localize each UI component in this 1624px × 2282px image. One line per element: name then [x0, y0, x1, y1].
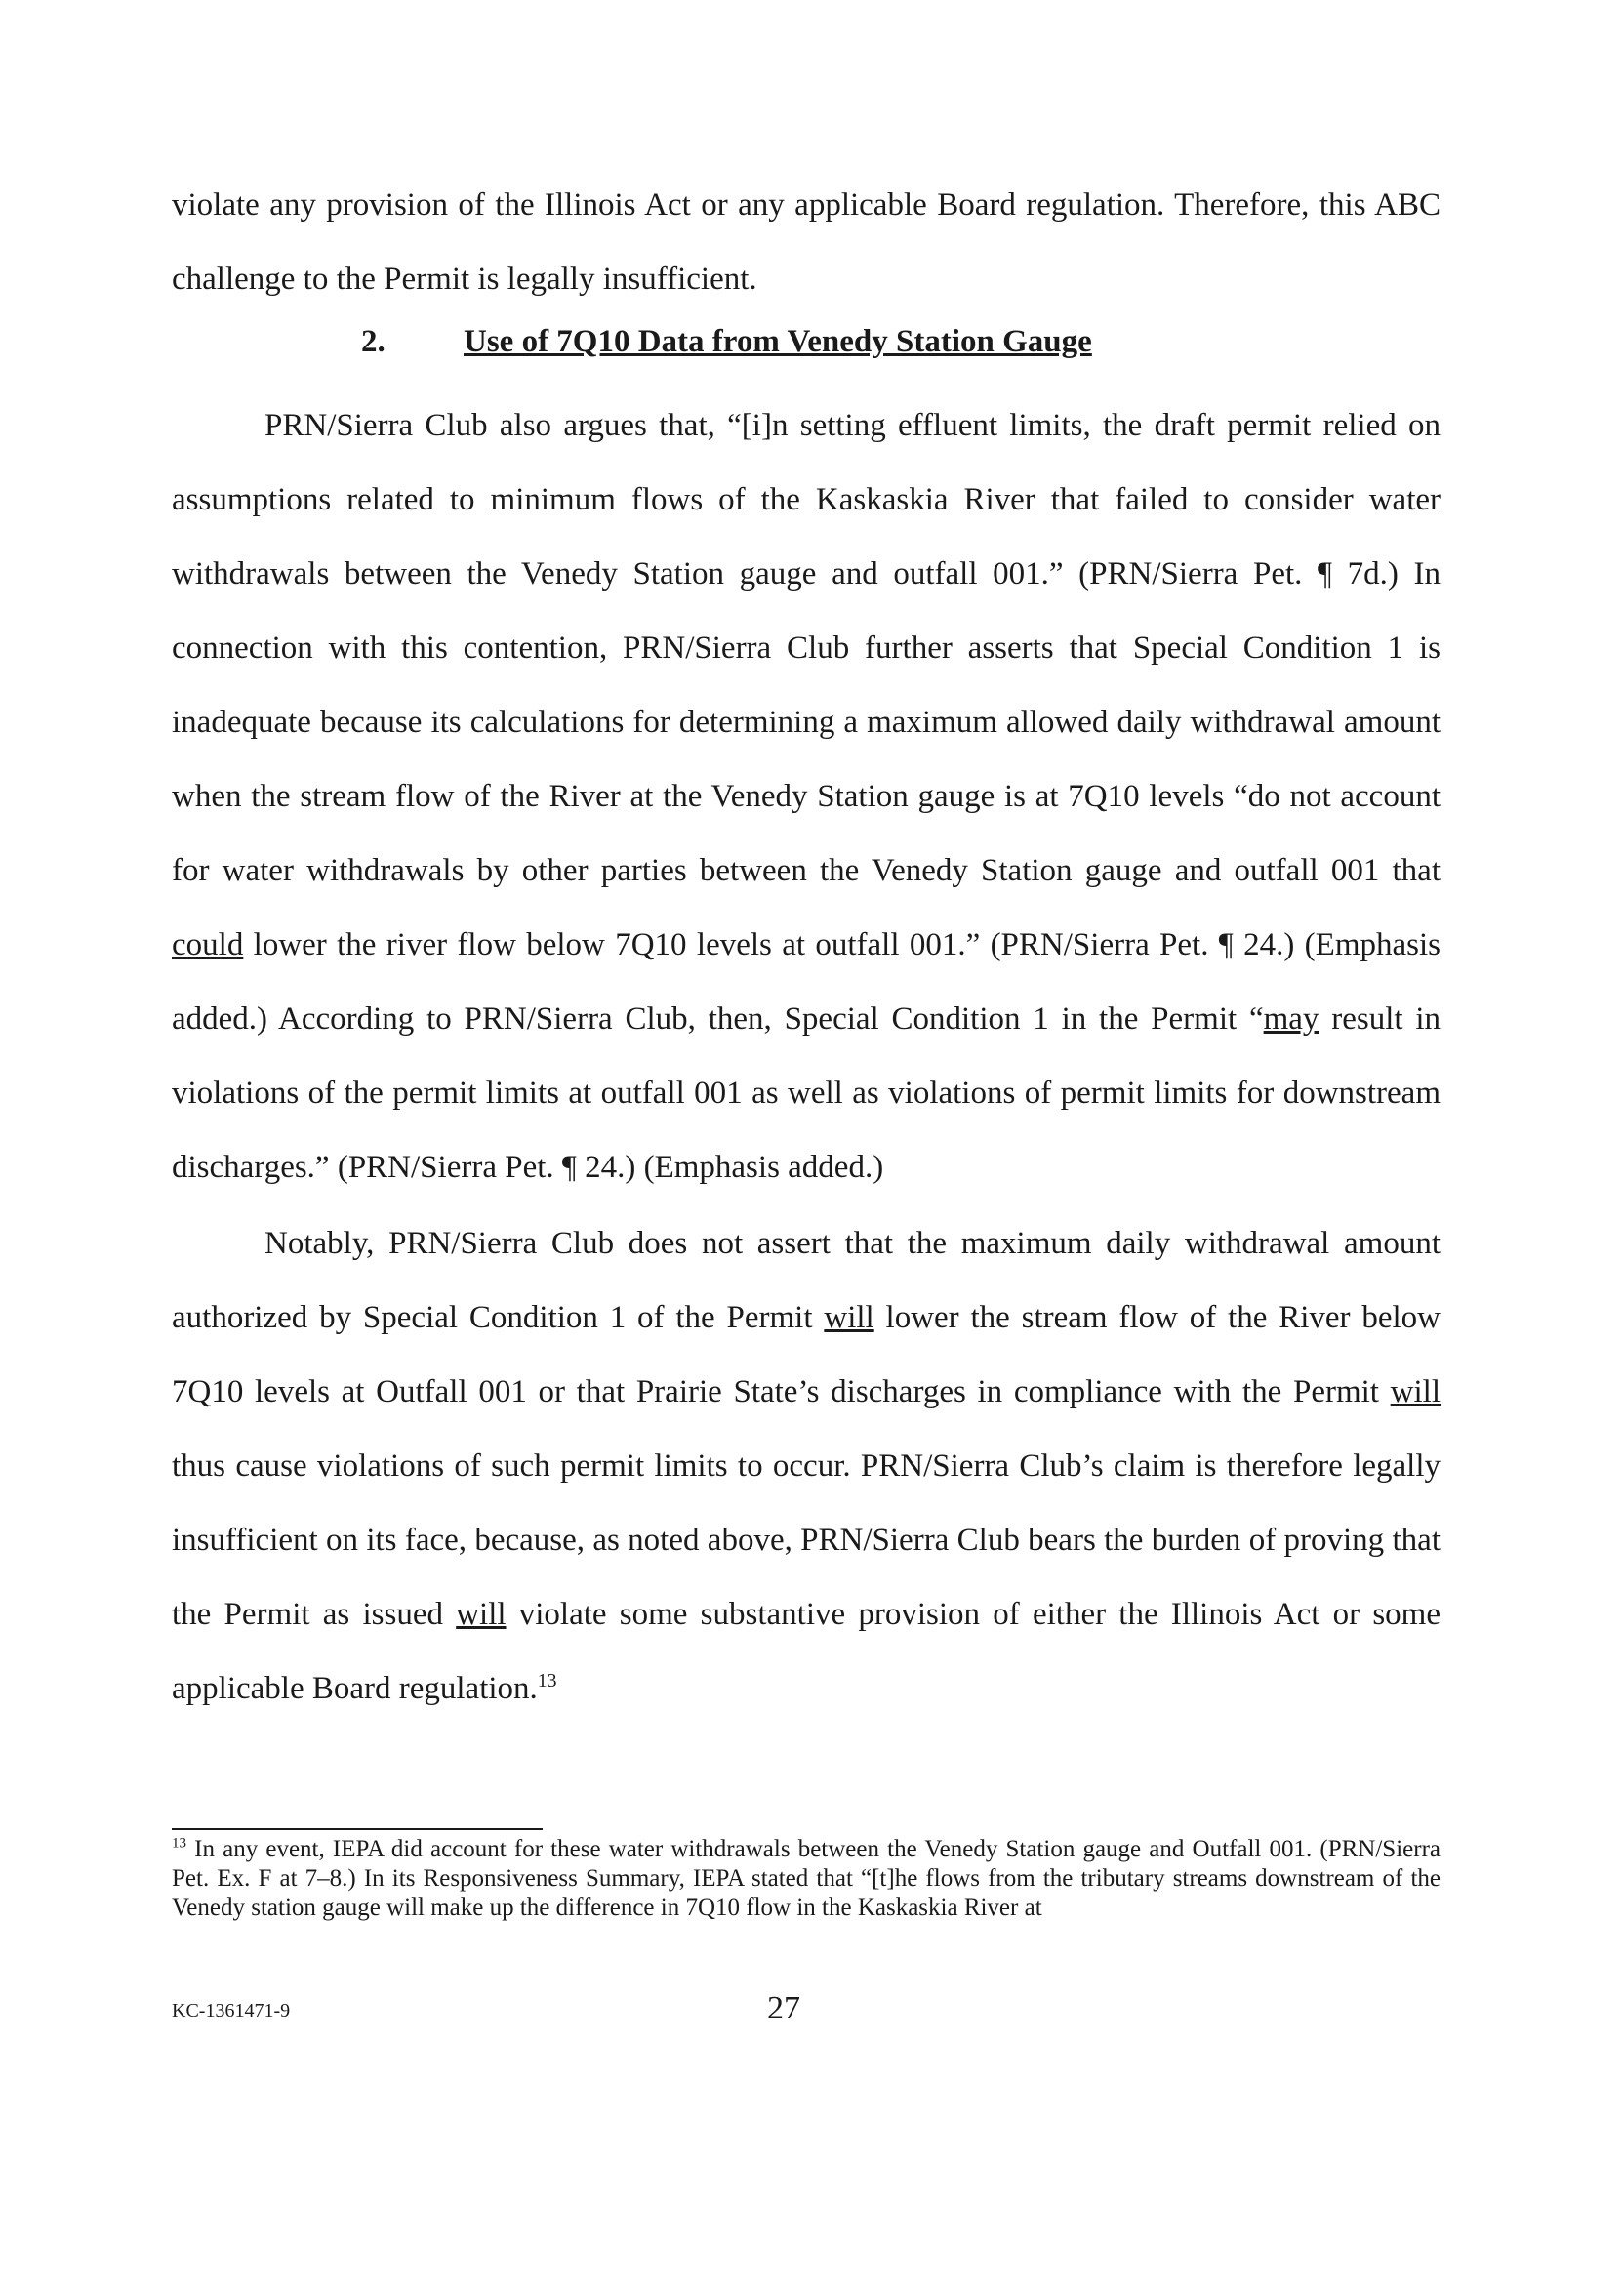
paragraph-text: result in violations of the permit limits at outfall 001 as well as violations of permit limits for downstream discharges.” (PRN/Sierra Pet. ¶ 24.) (Emphasis added.): [172, 1001, 1441, 1185]
paragraph-text: PRN/Sierra Club also argues that, “[i]n setting effluent limits, the draft permit relied on assumptions related to minimum flows of the Kaskaskia River that failed to consider water withdrawals between the Venedy Station gauge and outfall 001.” (PRN/Sierra Pet. ¶ 7d.) In connection with this contention, PRN/Sierra Club further asserts that Special Condition 1 is inadequate because its calculations for determining a maximum allowed daily withdrawal amount when the stream flow of the River at the Venedy Station gauge is at 7Q10 levels “do not account for water withdrawals by other parties between the Venedy Station gauge and outfall 001 that: [172, 408, 1441, 888]
footnote-marker: 13: [172, 1835, 186, 1852]
paragraph-text: thus cause violations of such permit limits to occur. PRN/Sierra Club’s claim is therefore legally insufficient on its face, because, as noted above, PRN/Sierra Club bears the burden of proving that the Permit as issued: [172, 1448, 1441, 1632]
paragraph-response: [172, 1206, 1441, 1726]
paragraph-text: lower the stream flow of the River below 7Q10 levels at Outfall 001 or that Prairie State’s discharges in compliance with the Permit: [172, 1300, 1441, 1409]
section-heading: [361, 322, 1092, 361]
section-number: 2.: [361, 324, 386, 359]
section-title: Use of 7Q10 Data from Venedy Station Gauge: [464, 324, 1092, 359]
paragraph-continuation: violate any provision of the Illinois Act or any applicable Board regulation. Therefore, this ABC challenge to the Permit is legally insufficient.: [172, 187, 1441, 297]
footnote-divider: [172, 1828, 543, 1830]
document-id: KC-1361471-9: [172, 2000, 291, 2021]
emphasis-will: will: [824, 1300, 874, 1335]
emphasis-may: may: [1263, 1001, 1320, 1037]
emphasis-could: could: [172, 927, 244, 962]
page-number: 27: [767, 1990, 800, 2026]
paragraph-argument: [172, 388, 1441, 1204]
emphasis-will: will: [456, 1597, 507, 1632]
paragraph-text: lower the river flow below 7Q10 levels at outfall 001.” (PRN/Sierra Pet. ¶ 24.) (Emphasis added.) According to PRN/Sierra Club, then, Special Condition 1 in the Permit “: [172, 927, 1441, 1037]
footnote: [172, 1835, 1441, 1923]
footnote-text: In any event, IEPA did account for these water withdrawals between the Venedy Station gauge and Outfall 001. (PRN/Sierra Pet. Ex. F at 7–8.) In its Responsiveness Summary, IEPA stated that “[t]he flows from the tributary streams downstream of the Venedy station gauge will make up the difference in 7Q10 flow in the Kaskaskia River at: [172, 1836, 1441, 1921]
footnote-reference: 13: [537, 1670, 557, 1691]
emphasis-will: will: [1390, 1374, 1441, 1409]
paragraph-text: Notably, PRN/Sierra Club does not assert that the maximum daily withdrawal amount authorized by Special Condition 1 of the Permit: [172, 1226, 1441, 1335]
paragraph-text: violate some substantive provision of either the Illinois Act or some applicable Board regulation.: [172, 1597, 1441, 1706]
